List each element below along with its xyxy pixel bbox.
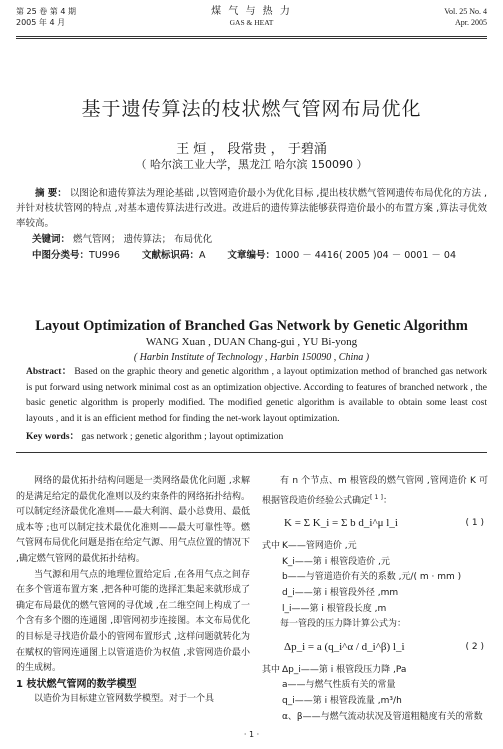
abstract-zh-text: 以图论和遗传算法为理论基础 ,以管网造价最小为优化目标 ,提出枝状燃气管网遗传布局优化的方法 ,并针对枝状管网的特点 ,对基本遗传算法进行改进。改进后的遗传算法能够获得造价最小的布置方案 ,算法寻优效率较高。: [16, 188, 487, 229]
article-no-label: 文章编号：: [227, 250, 276, 261]
where-label: 其中: [262, 664, 281, 675]
section-heading: 1 枝状燃气管网的数学模型: [16, 678, 137, 690]
body-text-end: ：: [382, 495, 392, 506]
body-paragraph: [262, 474, 488, 509]
journal-name-zh: 煤 气 与 热 力: [211, 6, 292, 17]
equation-body: Δp_i = a (q_i^α / d_i^β) l_i: [284, 640, 405, 653]
symbol-definition: K——管网造价 ,元: [282, 541, 357, 552]
definition-list: [262, 663, 488, 725]
body-right-column: [262, 474, 488, 725]
equation-2: [262, 637, 488, 659]
body-paragraph: 以造价为目标建立管网数学模型。对于一个具: [34, 694, 215, 705]
journal-name-en: GAS & HEAT: [229, 18, 274, 27]
authors-en: WANG Xuan , DUAN Chang-gui , YU Bi-yong: [145, 336, 358, 348]
equation-number: ( 1 ): [465, 518, 484, 529]
body-text: 有 n 个节点、m 根管段的燃气管网 ,管网造价 K 可根据管段造价经验公式确定: [262, 476, 488, 506]
abstract-en-label: Abstract：: [26, 367, 72, 377]
affiliation-en: ( Harbin Institute of Technology , Harbin 150090 , China ): [133, 352, 370, 363]
classification-line: [32, 248, 487, 263]
running-header: [16, 6, 487, 38]
affiliation-zh: （ 哈尔滨工业大学，黑龙江 哈尔滨 150090 ）: [135, 158, 368, 171]
symbol-definition: a——与燃气性质有关的常量: [282, 680, 396, 691]
authors-zh: 王 烜 ， 段常贵 ， 于碧涌: [176, 142, 327, 157]
keywords-zh: [32, 232, 487, 247]
page-number: · 1 ·: [243, 730, 260, 739]
where-label: 式中: [262, 541, 281, 552]
citation: [ 1 ]: [370, 493, 383, 501]
journal-name: [16, 6, 487, 28]
header-rule: [16, 36, 487, 37]
abstract-en-text: Based on the graphic theory and genetic algorithm , a layout optimization method of branched gas network is put forward using network minimal cost as an optimization objective. According to features of branched network , the basic genetic algorithm is properly modified. The modified genetic algorithm is available to obtain some least cost layouts , and it is an efficient method for finding the net-work layout optimization.: [26, 367, 488, 424]
abstract-en: [26, 365, 487, 427]
symbol-definition: l_i——第 i 根管段长度 ,m: [282, 603, 387, 614]
volume-issue-en: [444, 6, 487, 28]
equation-body: K = Σ K_i = Σ b d_i^μ l_i: [284, 517, 398, 530]
body-paragraph: 每一管段的压力降计算公式为：: [280, 619, 407, 630]
doc-code-value: A: [198, 250, 206, 261]
keywords-en: [26, 428, 487, 442]
keywords-en-label: Key words：: [26, 432, 80, 442]
keywords-zh-text: 燃气管网； 遗传算法； 布局优化: [73, 234, 213, 245]
equation-number: ( 2 ): [465, 641, 484, 652]
keywords-en-text: gas network ; genetic algorithm ; layout optimization: [81, 432, 284, 442]
equation-1: [262, 513, 488, 535]
abstract-zh: [16, 186, 487, 231]
doc-code-label: 文献标识码：: [141, 250, 199, 261]
date-line: 2005 年 4 月: [16, 18, 66, 27]
volume-line-en: Vol. 25 No. 4: [444, 7, 487, 16]
symbol-definition: d_i——第 i 根管段外径 ,mm: [282, 587, 399, 598]
symbol-definition: b——与管道造价有关的系数 ,元/( m · mm ): [282, 572, 462, 583]
abstract-zh-label: 摘 要：: [35, 188, 67, 199]
article-no-value: 1000 － 4416( 2005 )04 － 0001 － 04: [275, 250, 457, 261]
abstract-divider: [16, 452, 487, 453]
symbol-definitions: [262, 539, 488, 617]
date-line-en: Apr. 2005: [455, 18, 487, 27]
body-paragraph: 当气源和用气点的地理位置给定后 ,在各用气点之间存在多个管道布置方案 ,把各种可能的选择汇集起来就形成了确定布局最优的燃气管网的寻优域 ,在二维空间上构成了一个含有多个圈的连通图 ,即管网初步连接图。本文布局优化的目标是寻找造价最小的管网布置形式 ,这样问题就转化为在赋权的管网连通图上以管道造价为权值 ,求管网造价最小的生成树。: [16, 569, 250, 674]
volume-line: 第 25 卷 第 4 期: [16, 7, 76, 16]
clc-label: 中图分类号：: [32, 250, 90, 261]
body-left-column: [16, 474, 250, 708]
paper-title-en: Layout Optimization of Branched Gas Network by Genetic Algorithm: [35, 318, 468, 334]
paper-title-zh: 基于遗传算法的枝状燃气管网布局优化: [81, 98, 422, 120]
definition-list: [262, 539, 488, 617]
header-rule-thin: [16, 38, 487, 39]
clc-value: TU996: [89, 250, 120, 261]
symbol-definition: α、β——与燃气流动状况及管道粗糙度有关的常数: [282, 711, 483, 722]
symbol-definition: q_i——第 i 根管段流量 ,m³/h: [282, 695, 402, 706]
symbol-definitions: [262, 663, 488, 725]
symbol-definition: K_i——第 i 根管段造价 ,元: [282, 556, 390, 567]
keywords-zh-label: 关键词：: [32, 234, 71, 245]
symbol-definition: Δp_i——第 i 根管段压力降 ,Pa: [282, 664, 407, 675]
body-paragraph: 网络的最优拓扑结构问题是一类网络最优化问题 ,求解的是满足给定的最优化准则以及约束条件的网络拓扑结构。可以制定经济最优化准则——最大利润、最小总费用、最低成本等 ;也可以制定技术最优化准则——最大可靠性等。燃气管网布局优化问题是指在给定气源、用气点位置的情况下 ,确定燃气管网的最优拓扑结构。: [16, 476, 251, 564]
